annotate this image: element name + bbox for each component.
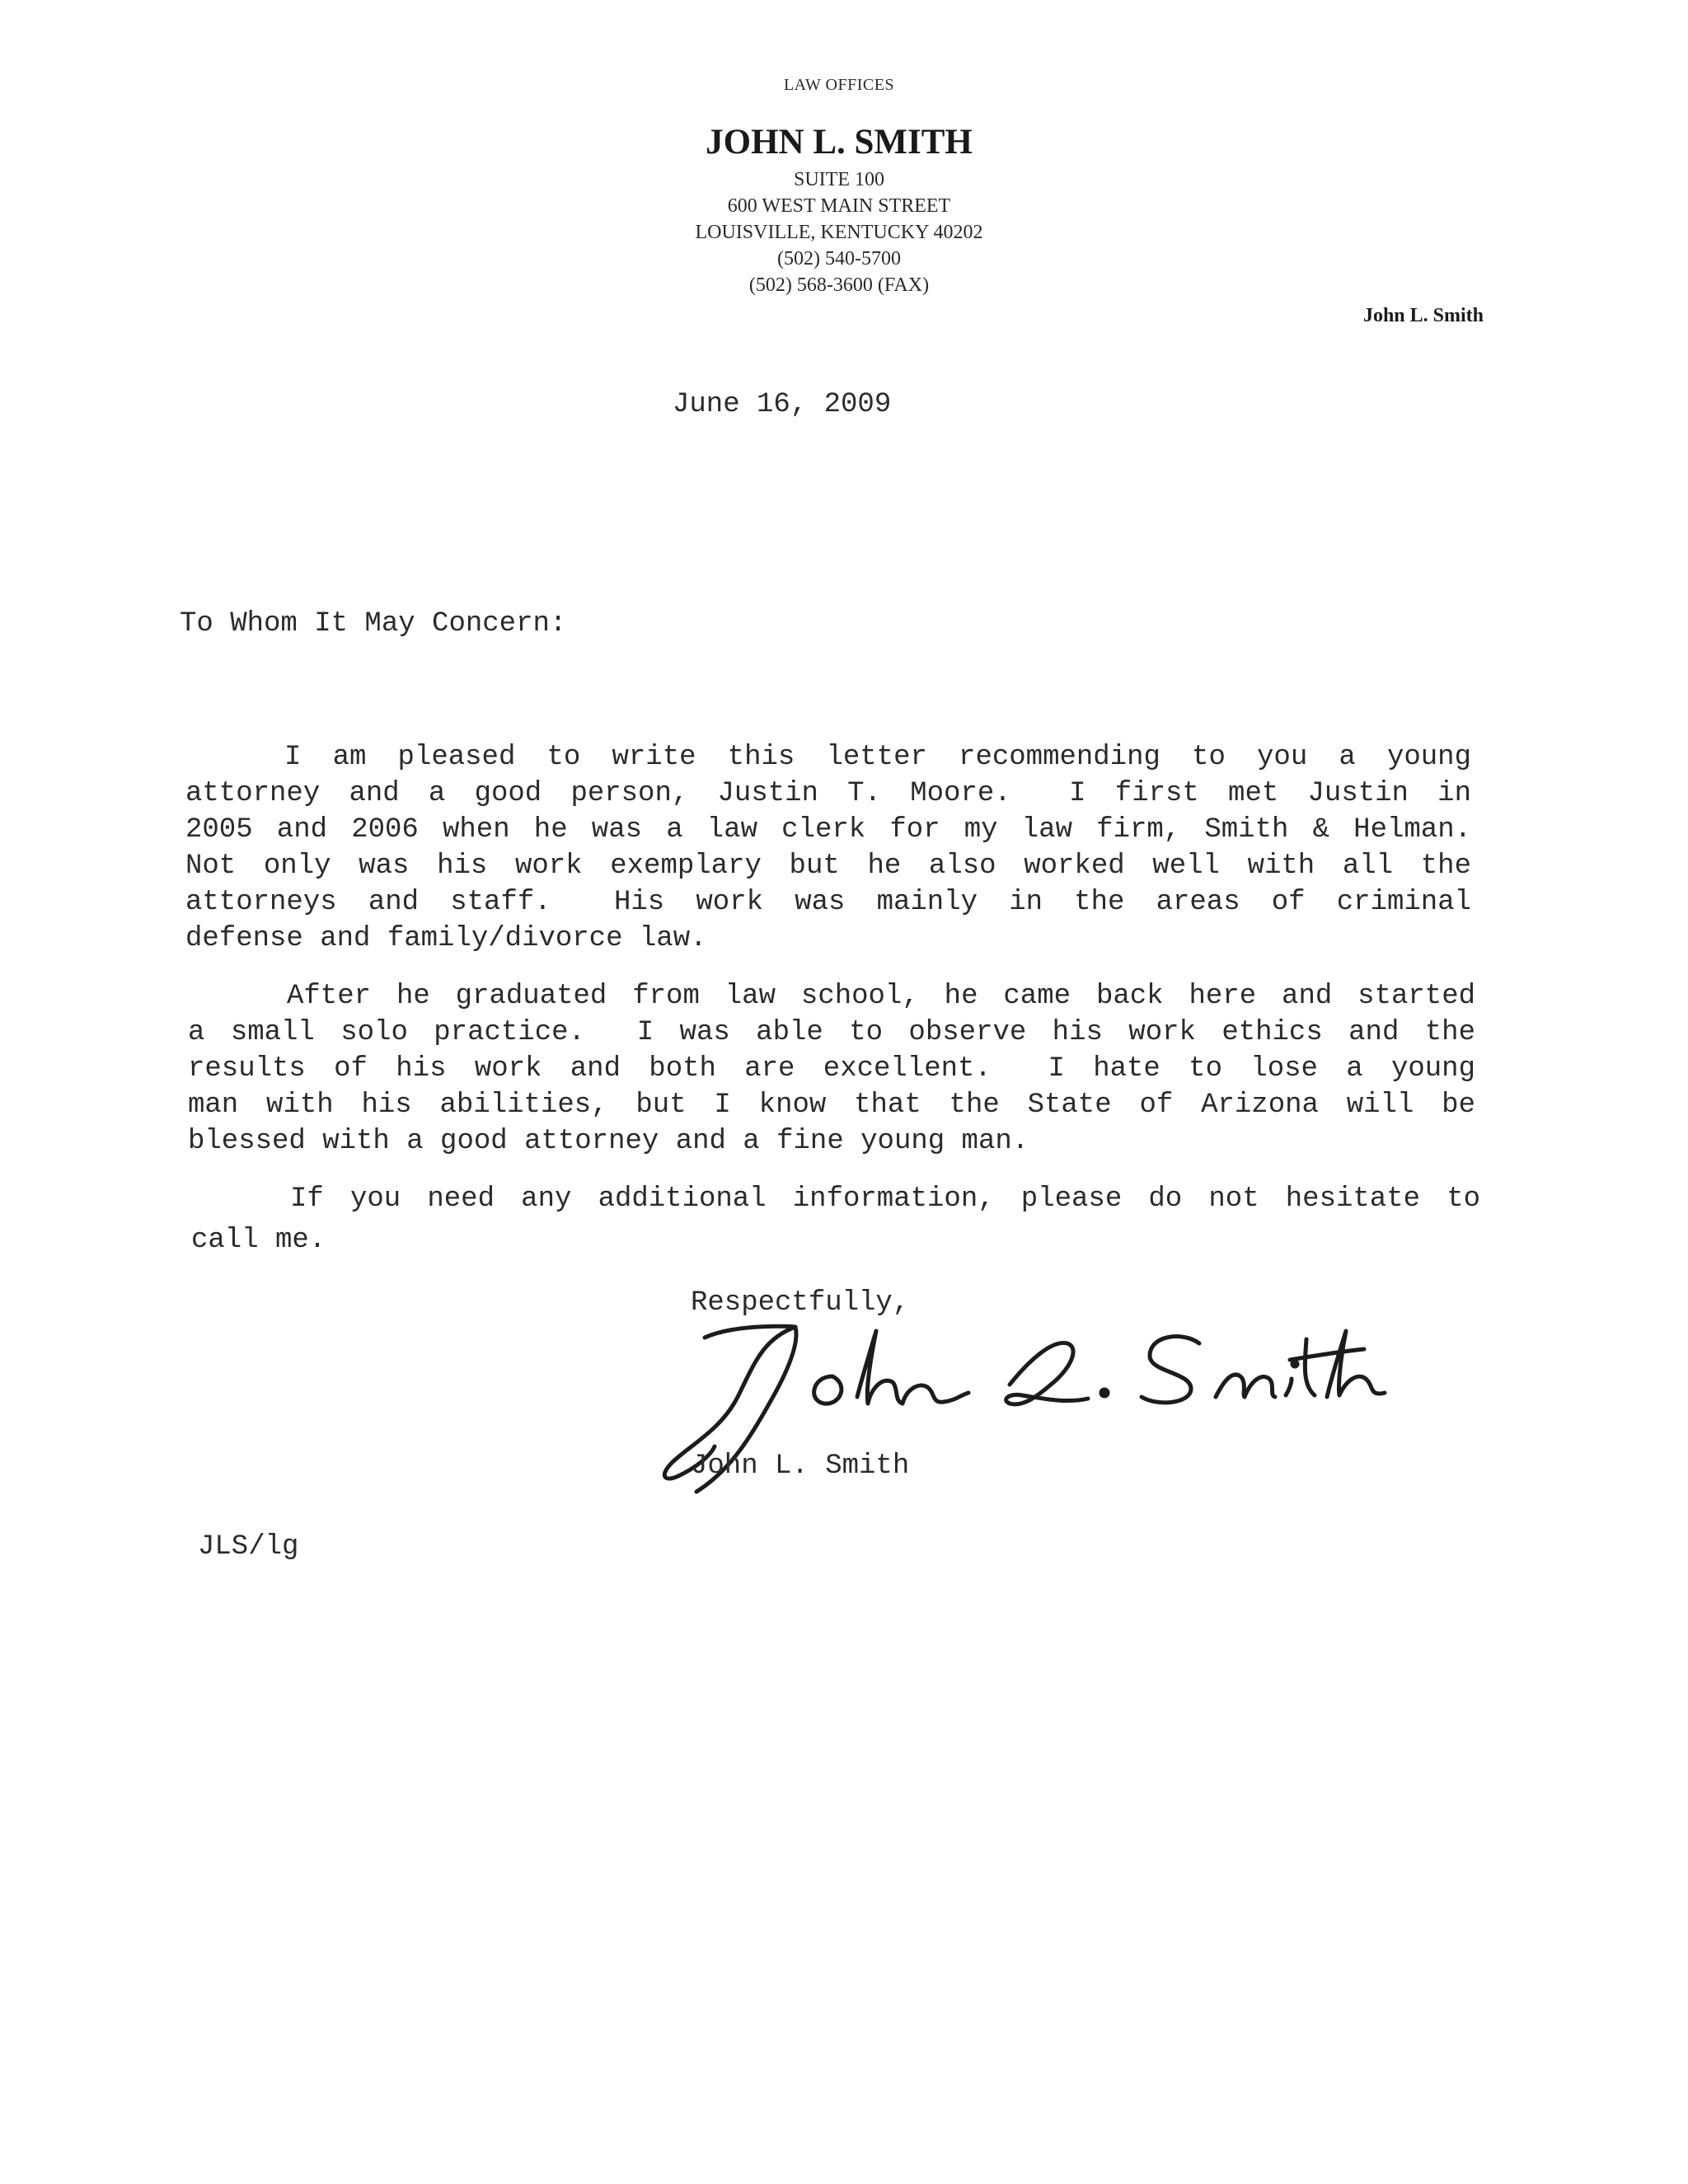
paragraph-line: call me. (191, 1225, 326, 1256)
letter-date: June 16, 2009 (673, 389, 892, 420)
letterhead-attorney-name: John L. Smith (1362, 305, 1484, 326)
paragraph-line: After he graduated from law school, he came back here and started (287, 981, 1475, 1012)
letterhead-fax: (502) 568-3600 (FAX) (748, 274, 930, 296)
paragraph-line: defense and family/divorce law. (185, 923, 707, 954)
paragraph-line: If you need any additional information, please do not hesitate to (290, 1183, 1480, 1215)
closing: Respectfully, (691, 1287, 910, 1319)
initials: JLS/lg (198, 1531, 299, 1563)
letterhead-suite: SUITE 100 (794, 169, 884, 190)
letterhead-street: 600 WEST MAIN STREET (727, 195, 951, 217)
paragraph-line: a small solo practice. I was able to observe his work ethics and the (188, 1017, 1475, 1048)
letterhead-offices: LAW OFFICES (783, 76, 895, 94)
paragraph-line: results of his work and both are excellent. I hate to lose a young (188, 1053, 1475, 1085)
paragraph-line: I am pleased to write this letter recommending to you a young (284, 742, 1471, 773)
paragraph-line: attorneys and staff. His work was mainly in the areas of criminal (185, 887, 1471, 918)
paragraph-line: attorney and a good person, Justin T. Moore. I first met Justin in (185, 778, 1471, 809)
letterhead-phone: (502) 540-5700 (777, 248, 901, 269)
typed-name: John L. Smith (691, 1451, 910, 1482)
paragraph-line: man with his abilities, but I know that the State of Arizona will be (188, 1090, 1475, 1121)
paragraph-line: blessed with a good attorney and a fine young man. (188, 1126, 1029, 1157)
paragraph-line: 2005 and 2006 when he was a law clerk for my law firm, Smith & Helman. (185, 814, 1471, 846)
salutation: To Whom It May Concern: (180, 608, 567, 640)
paragraph-line: Not only was his work exemplary but he also worked well with all the (185, 851, 1471, 882)
letterhead-name: JOHN L. SMITH (706, 123, 973, 162)
letterhead-city: LOUISVILLE, KENTUCKY 40202 (695, 222, 983, 243)
